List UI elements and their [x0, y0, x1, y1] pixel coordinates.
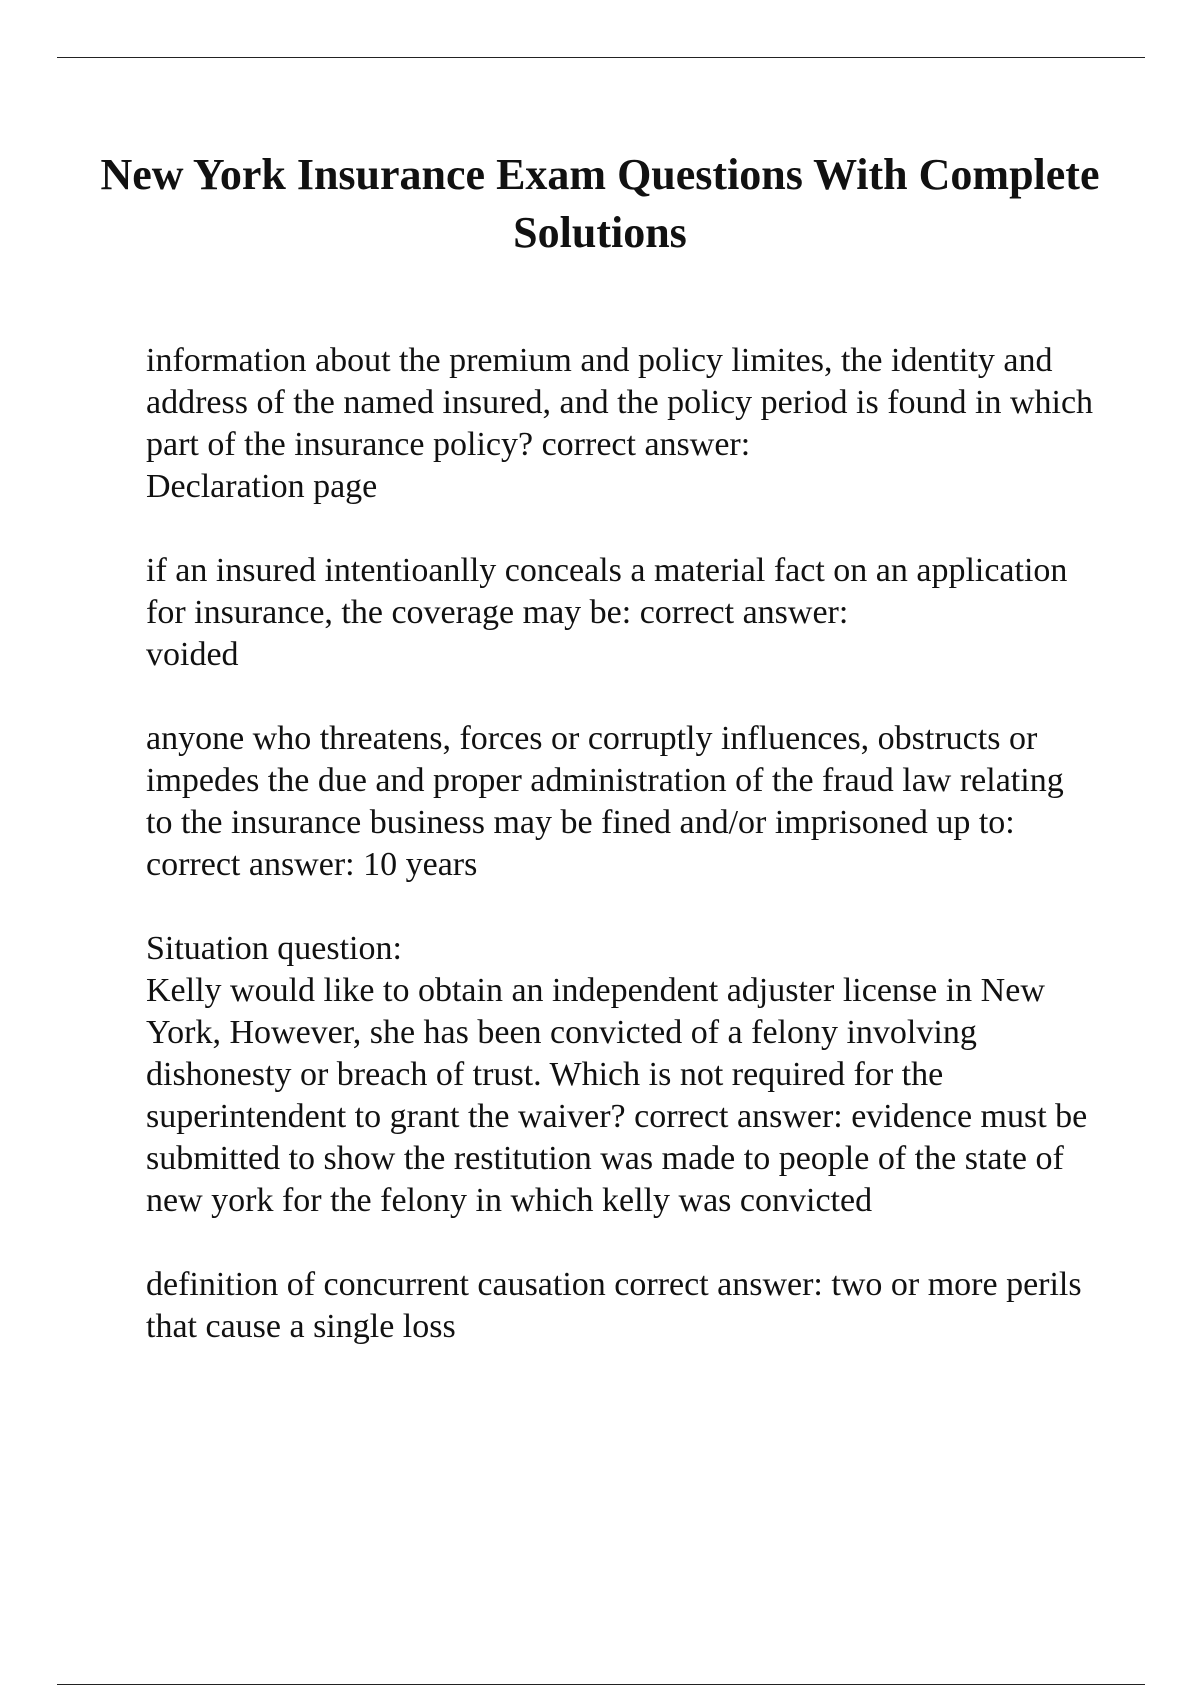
answer-label: correct answer: [614, 1266, 823, 1303]
bottom-rule [57, 1684, 1145, 1685]
question-text: Kelly would like to obtain an independent adjuster license in New York, However, she has been convicted of a felony involving dishonesty or breach of trust. Which is not required for the superintendent to grant the waiver? [146, 972, 1045, 1135]
qa-list [146, 340, 1096, 1390]
question-lead: Situation question: [146, 930, 402, 967]
answer-label: correct answer: [146, 846, 355, 883]
qa-item [146, 1264, 1096, 1348]
answer-label: correct answer: [541, 426, 751, 463]
qa-item [146, 550, 1096, 676]
answer-text: 10 years [363, 846, 478, 883]
question-text: if an insured intentioanlly conceals a material fact on an application for insurance, the coverage may be: [146, 552, 1068, 631]
question-text: information about the premium and policy limites, the identity and address of the named insured, and the policy period is found in which part of the insurance policy? [146, 342, 1094, 463]
answer-label: correct answer: [639, 594, 849, 631]
qa-item [146, 928, 1096, 1222]
answer-label: correct answer: [634, 1098, 843, 1135]
answer-text: two or more perils that cause a single loss [146, 1266, 1082, 1345]
question-text: definition of concurrent causation [146, 1266, 606, 1303]
answer-text: voided [146, 636, 239, 673]
qa-item [146, 718, 1096, 886]
qa-item [146, 340, 1096, 508]
question-text: anyone who threatens, forces or corruptly influences, obstructs or impedes the due and proper administration of the fraud law relating to the insurance business may be fined and/or imprisoned up to: [146, 720, 1064, 841]
answer-text: evidence must be submitted to show the restitution was made to people of the state of new york for the felony in which kelly was convicted [146, 1098, 1088, 1219]
top-rule [57, 57, 1145, 58]
answer-text: Declaration page [146, 468, 378, 505]
document-title: New York Insurance Exam Questions With Complete Solutions [100, 150, 1100, 257]
